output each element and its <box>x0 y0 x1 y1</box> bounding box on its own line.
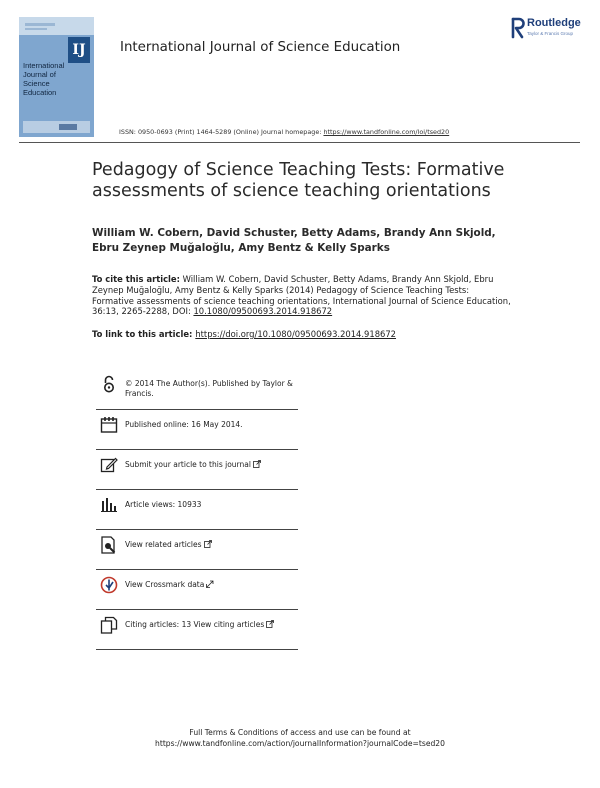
crossmark-text: View Crossmark data <box>125 580 205 589</box>
open-access-lock-icon <box>100 375 118 393</box>
page-footer <box>0 727 600 749</box>
calendar-icon <box>100 416 118 434</box>
cover-top-band <box>19 17 94 35</box>
cover-logo: IJ <box>68 37 90 63</box>
cover-footer-band <box>23 121 90 133</box>
published-date-text: Published online: 16 May 2014. <box>125 420 243 429</box>
list-item-published <box>96 410 298 450</box>
issn-text: ISSN: 0950-0693 (Print) 1464-5289 (Online) Journal homepage: <box>119 128 324 136</box>
header-divider <box>19 142 580 143</box>
citation-label: To cite this article: <box>92 274 180 284</box>
article-doi-link[interactable]: https://doi.org/10.1080/09500693.2014.918672 <box>195 329 397 339</box>
citation-text: William W. Cobern, David Schuster, Betty Adams, Brandy Ann Skjold, Ebru Zeynep Muğaloğlu, Amy Bentz & Kelly Sparks (2014) Pedagogy of Science Teaching Tests: Formative assessments of science teaching orientations, International Journal of Science Education, 36:13, 2265-2288, DOI: <box>92 274 511 317</box>
article-views-text: Article views: 10933 <box>125 500 202 509</box>
journal-title: International Journal of Science Education <box>120 40 401 55</box>
cover-title: International Journal of Science Education <box>23 61 65 97</box>
issn-line <box>119 128 449 136</box>
article-authors: William W. Cobern, David Schuster, Betty Adams, Brandy Ann Skjold, Ebru Zeynep Muğaloğlu, Amy Bentz & Kelly Sparks <box>92 227 496 254</box>
publisher-subtitle: Taylor & Francis Group <box>527 31 574 36</box>
list-item-open-access <box>96 369 298 410</box>
crossmark-link[interactable] <box>125 580 300 590</box>
submit-article-link[interactable] <box>125 460 300 470</box>
related-articles-text: View related articles <box>125 540 202 549</box>
footer-terms-link[interactable]: https://www.tandfonline.com/action/journalInformation?journalCode=tsed20 <box>155 739 445 748</box>
list-item-crossmark[interactable] <box>96 570 298 610</box>
search-document-icon <box>100 536 118 554</box>
article-title: Pedagogy of Science Teaching Tests: Formative assessments of science teaching orientations <box>92 160 505 201</box>
related-articles-link[interactable] <box>125 540 300 550</box>
article-link-line <box>92 329 396 339</box>
journal-cover-thumbnail[interactable] <box>19 17 94 137</box>
edit-pencil-icon <box>100 456 118 474</box>
external-link-icon <box>266 620 274 628</box>
citing-articles-text: Citing articles: 13 View citing articles <box>125 620 265 629</box>
routledge-r-icon <box>511 17 525 39</box>
journal-homepage-link[interactable]: https://www.tandfonline.com/loi/tsed20 <box>323 128 450 136</box>
footer-terms-text: Full Terms & Conditions of access and use can be found at <box>189 728 411 737</box>
external-link-icon <box>253 460 261 468</box>
crossmark-icon <box>100 576 118 594</box>
list-item-related[interactable] <box>96 530 298 570</box>
article-link-label: To link to this article: <box>92 329 196 339</box>
list-item-submit[interactable] <box>96 450 298 490</box>
external-link-icon <box>204 540 212 548</box>
crossmark-external-icon <box>206 580 214 588</box>
publisher-name: Routledge <box>527 17 581 29</box>
list-item-citing[interactable] <box>96 610 298 650</box>
citing-articles-link[interactable] <box>125 620 300 630</box>
copyright-text: © 2014 The Author(s). Published by Taylor & Francis. <box>125 379 293 398</box>
publisher-logo[interactable] <box>511 17 591 41</box>
article-info-list <box>96 369 298 650</box>
citing-articles-icon <box>100 616 118 634</box>
submit-article-text: Submit your article to this journal <box>125 460 251 469</box>
citation-block <box>92 274 512 317</box>
bar-chart-icon <box>100 496 118 514</box>
citation-doi-link[interactable]: 10.1080/09500693.2014.918672 <box>193 306 333 317</box>
list-item-views <box>96 490 298 530</box>
